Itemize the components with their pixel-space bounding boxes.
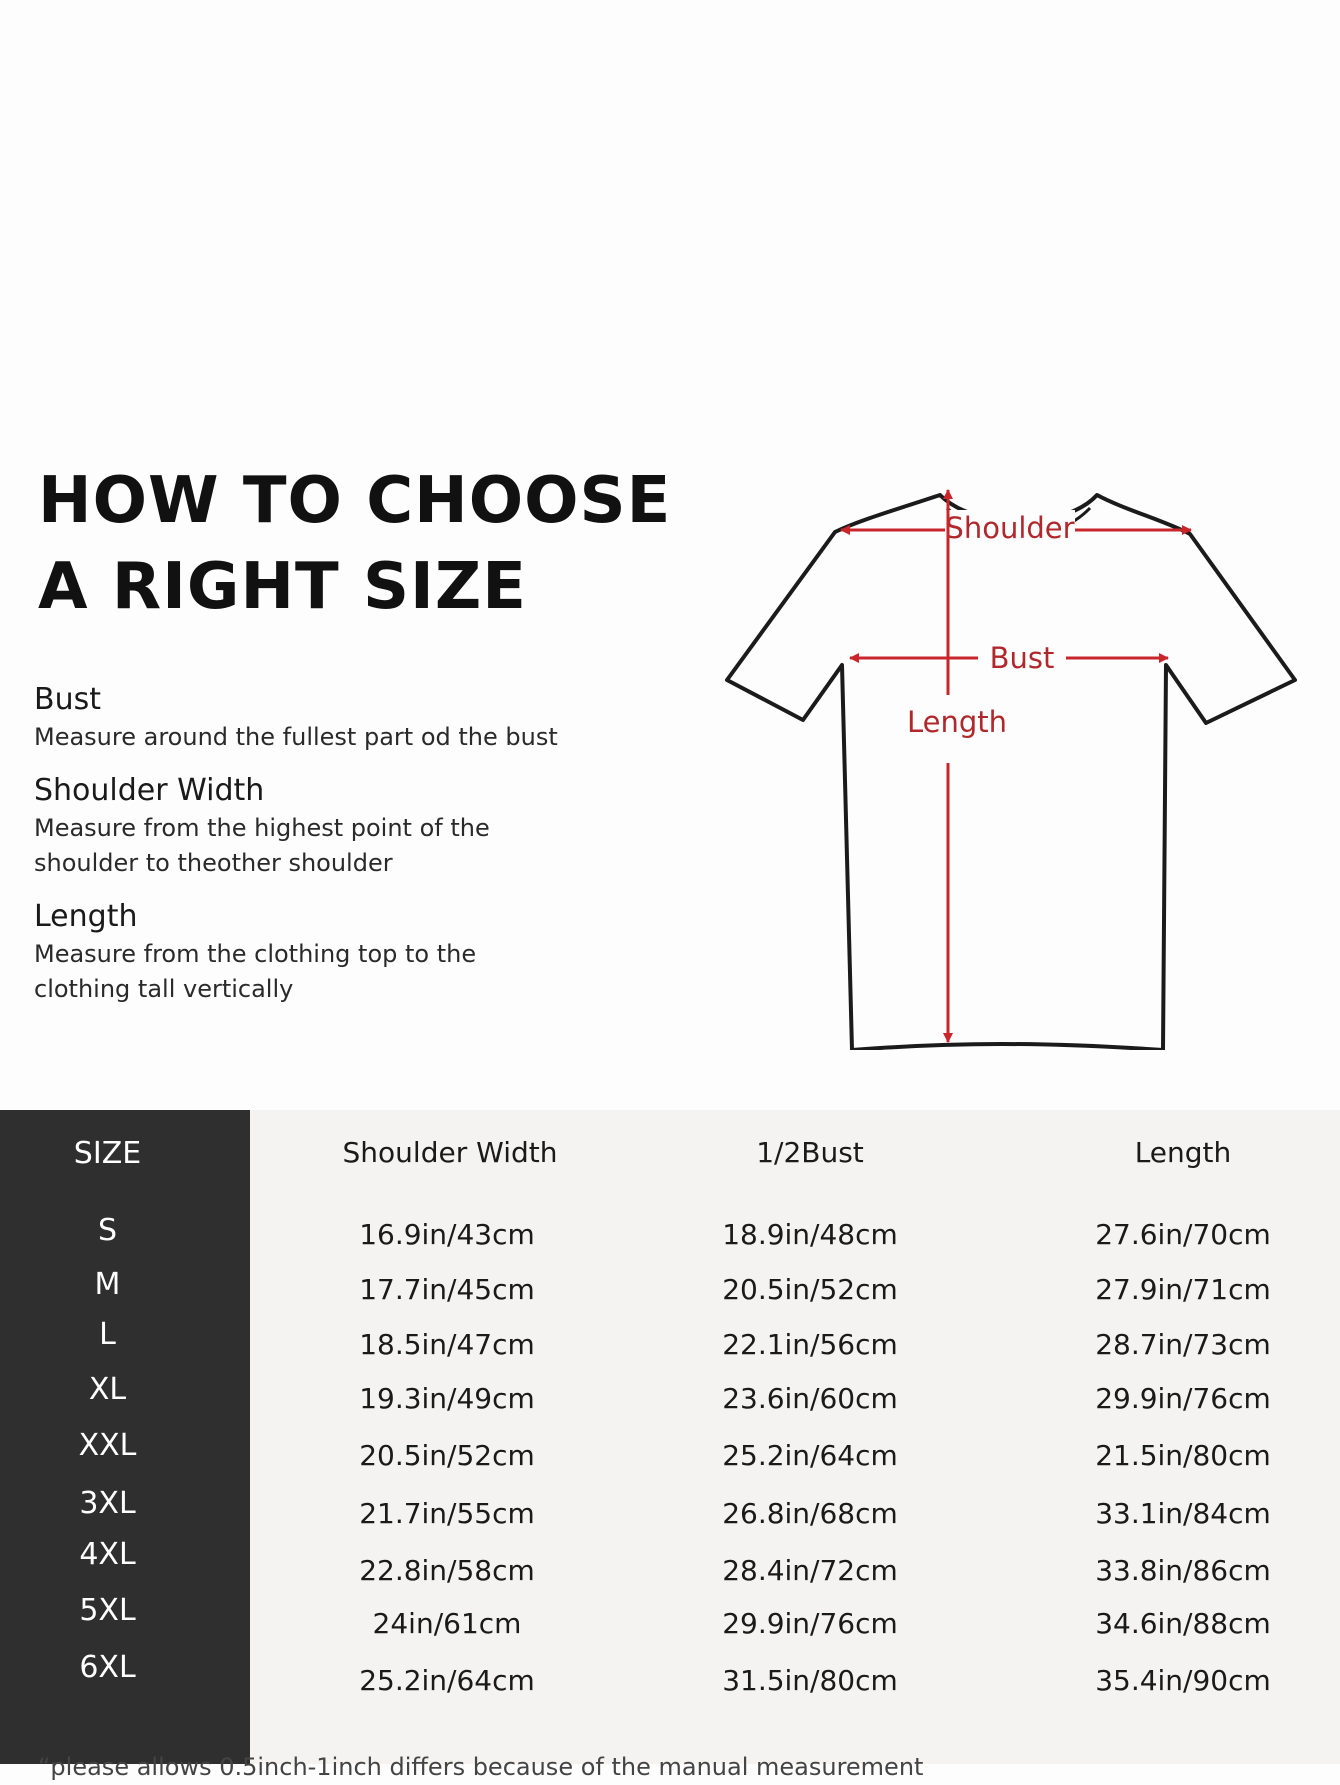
cell-shoulder: 21.7in/55cm (359, 1497, 535, 1530)
cell-length: 27.9in/71cm (1095, 1273, 1271, 1306)
size-column-header: SIZE (73, 1136, 142, 1171)
cell-length: 21.5in/80cm (1095, 1439, 1271, 1472)
cell-bust: 18.9in/48cm (722, 1218, 898, 1251)
cell-shoulder: 22.8in/58cm (359, 1554, 535, 1587)
cell-length: 33.8in/86cm (1095, 1554, 1271, 1587)
guide-item-length (34, 897, 654, 1007)
cell-shoulder: 19.3in/49cm (359, 1382, 535, 1415)
heading-line-2: A RIGHT SIZE (38, 550, 527, 624)
cell-bust: 23.6in/60cm (722, 1382, 898, 1415)
bust-label: Bust (989, 641, 1055, 675)
cell-bust: 26.8in/68cm (722, 1497, 898, 1530)
cell-length: 29.9in/76cm (1095, 1382, 1271, 1415)
measure-guide (34, 680, 654, 1023)
header-length: Length (1134, 1136, 1232, 1169)
size-cell: L (99, 1317, 116, 1352)
heading-line-1: HOW TO CHOOSE (38, 464, 672, 538)
guide-title: Length (34, 899, 138, 934)
cell-bust: 22.1in/56cm (722, 1328, 898, 1361)
cell-bust: 29.9in/76cm (722, 1607, 898, 1640)
header-half-bust: 1/2Bust (756, 1136, 864, 1169)
cell-bust: 25.2in/64cm (722, 1439, 898, 1472)
cell-length: 33.1in/84cm (1095, 1497, 1271, 1530)
guide-title: Bust (34, 682, 101, 717)
cell-bust: 28.4in/72cm (722, 1554, 898, 1587)
cell-length: 27.6in/70cm (1095, 1218, 1271, 1251)
size-cell: S (97, 1213, 118, 1248)
size-cell: M (94, 1267, 121, 1302)
footnote: “please allows 0.5inch-1inch differs because of the manual measurement (38, 1753, 924, 1781)
guide-item-shoulder-width (34, 771, 654, 881)
header-shoulder-width: Shoulder Width (342, 1136, 558, 1169)
cell-shoulder: 24in/61cm (372, 1607, 522, 1640)
tshirt-diagram (715, 470, 1315, 1050)
cell-shoulder: 18.5in/47cm (359, 1328, 535, 1361)
guide-description: Measure around the fullest part od the bust (34, 723, 558, 751)
cell-length: 28.7in/73cm (1095, 1328, 1271, 1361)
size-cell: 6XL (79, 1650, 136, 1685)
size-cell: 5XL (79, 1593, 136, 1628)
guide-title: Shoulder Width (34, 773, 265, 808)
cell-shoulder: 16.9in/43cm (359, 1218, 535, 1251)
cell-length: 35.4in/90cm (1095, 1664, 1271, 1697)
size-cell: 4XL (79, 1537, 136, 1572)
cell-shoulder: 25.2in/64cm (359, 1664, 535, 1697)
size-cell: 3XL (79, 1486, 136, 1521)
cell-shoulder: 17.7in/45cm (359, 1273, 535, 1306)
length-label: Length (906, 705, 1008, 739)
page-heading (38, 458, 671, 630)
size-cell: XL (88, 1372, 127, 1407)
cell-shoulder: 20.5in/52cm (359, 1439, 535, 1472)
size-column (0, 1110, 250, 1764)
guide-description: Measure from the highest point of the shoulder to theother shoulder (34, 814, 490, 877)
guide-item-bust (34, 680, 654, 755)
guide-description: Measure from the clothing top to the clothing tall vertically (34, 940, 477, 1003)
cell-length: 34.6in/88cm (1095, 1607, 1271, 1640)
tshirt-outline-icon (727, 495, 1295, 1050)
shoulder-label: Shoulder (945, 511, 1075, 545)
cell-bust: 20.5in/52cm (722, 1273, 898, 1306)
size-cell: XXL (78, 1428, 137, 1463)
cell-bust: 31.5in/80cm (722, 1664, 898, 1697)
